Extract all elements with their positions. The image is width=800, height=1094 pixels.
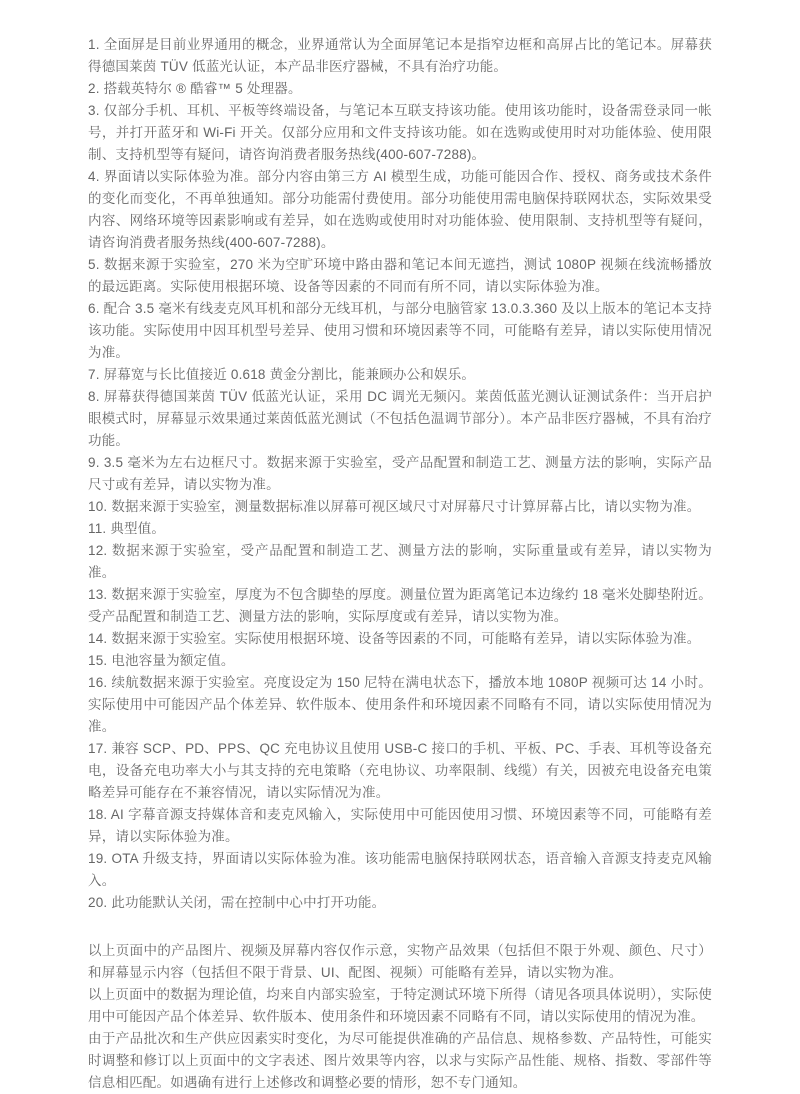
note-item-4: 4. 界面请以实际体验为准。部分内容由第三方 AI 模型生成，功能可能因合作、授权、商务或技术条件的变化而变化，不再单独通知。部分功能需付费使用。部分功能使用需电脑保持联网状态，实际效果受内容、网络环境等因素影响或有差异，如在选购或使用时对功能体验、使用限制、支持机型等有疑问，请咨询消费者服务热线(400-607-7288)。 [88,169,712,250]
note-item-2: 2. 搭载英特尔 ® 酷睿™ 5 处理器。 [88,81,302,96]
closing-paragraphs-section [88,940,712,1094]
note-item-14: 14. 数据来源于实验室。实际使用根据环境、设备等因素的不同，可能略有差异，请以实际体验为准。 [88,631,701,646]
numbered-notes-section [88,34,712,914]
note-item-19: 19. OTA 升级支持，界面请以实际体验为准。该功能需电脑保持联网状态，语音输入音源支持麦克风输入。 [88,851,712,888]
note-item-15: 15. 电池容量为额定值。 [88,653,235,668]
note-item-20: 20. 此功能默认关闭，需在控制中心中打开功能。 [88,895,386,910]
note-item-16: 16. 续航数据来源于实验室。亮度设定为 150 尼特在满电状态下，播放本地 1080P 视频可达 14 小时。实际使用中可能因产品个体差异、软件版本、使用条件和环境因素不同略有不同，请以实际使用情况为准。 [88,675,712,734]
note-item-1: 1. 全面屏是目前业界通用的概念，业界通常认为全面屏笔记本是指窄边框和高屏占比的笔记本。屏幕获得德国莱茵 TÜV 低蓝光认证，本产品非医疗器械，不具有治疗功能。 [88,37,712,74]
note-item-9: 9. 3.5 毫米为左右边框尺寸。数据来源于实验室，受产品配置和制造工艺、测量方法的影响，实际产品尺寸或有差异，请以实物为准。 [88,455,712,492]
note-item-13: 13. 数据来源于实验室，厚度为不包含脚垫的厚度。测量位置为距离笔记本边缘约 18 毫米处脚垫附近。受产品配置和制造工艺、测量方法的影响，实际厚度或有差异，请以实物为准。 [88,587,712,624]
note-item-18: 18. AI 字幕音源支持媒体音和麦克风输入，实际使用中可能因使用习惯、环境因素等不同，可能略有差异，请以实际体验为准。 [88,807,712,844]
note-item-6: 6. 配合 3.5 毫米有线麦克风耳机和部分无线耳机，与部分电脑管家 13.0.3.360 及以上版本的笔记本支持该功能。实际使用中因耳机型号差异、使用习惯和环境因素等不同，可能略有差异，请以实际使用情况为准。 [88,301,712,360]
note-item-5: 5. 数据来源于实验室，270 米为空旷环境中路由器和笔记本间无遮挡，测试 1080P 视频在线流畅播放的最远距离。实际使用根据环境、设备等因素的不同而有所不同，请以实际体验为准。 [88,257,712,294]
note-item-17: 17. 兼容 SCP、PD、PPS、QC 充电协议且使用 USB-C 接口的手机、平板、PC、手表、耳机等设备充电，设备充电功率大小与其支持的充电策略（充电协议、功率限制、线缆）有关，因被充电设备充电策略差异可能存在不兼容情况，请以实际情况为准。 [88,741,712,800]
note-item-3: 3. 仅部分手机、耳机、平板等终端设备，与笔记本互联支持该功能。使用该功能时，设备需登录同一帐号，并打开蓝牙和 Wi-Fi 开关。仅部分应用和文件支持该功能。如在选购或使用时对功能体验、使用限制、支持机型等有疑问，请咨询消费者服务热线(400-607-7288)。 [88,103,712,162]
note-item-8: 8. 屏幕获得德国莱茵 TÜV 低蓝光认证，采用 DC 调光无频闪。莱茵低蓝光测认证测试条件：当开启护眼模式时，屏幕显示效果通过莱茵低蓝光测试（不包括色温调节部分）。本产品非医疗器械，不具有治疗功能。 [88,389,712,448]
note-item-12: 12. 数据来源于实验室，受产品配置和制造工艺、测量方法的影响，实际重量或有差异，请以实物为准。 [88,543,712,580]
note-item-10: 10. 数据来源于实验室，测量数据标准以屏幕可视区域尺寸对屏幕尺寸计算屏幕占比，请以实物为准。 [88,499,701,514]
note-item-11: 11. 典型值。 [88,521,166,536]
closing-paragraph-2: 以上页面中的数据为理论值，均来自内部实验室，于特定测试环境下所得（请见各项具体说明），实际使用中可能因产品个体差异、软件版本、使用条件和环境因素不同略有不同，请以实际使用的情况为准。 [88,987,712,1024]
closing-paragraph-3: 由于产品批次和生产供应因素实时变化，为尽可能提供准确的产品信息、规格参数、产品特性，可能实时调整和修订以上页面中的文字表述、图片效果等内容，以求与实际产品性能、规格、指数、零部件等信息相匹配。如遇确有进行上述修改和调整必要的情形，恕不专门通知。 [88,1031,712,1090]
note-item-7: 7. 屏幕宽与长比值接近 0.618 黄金分割比，能兼顾办公和娱乐。 [88,367,476,382]
closing-paragraph-1: 以上页面中的产品图片、视频及屏幕内容仅作示意，实物产品效果（包括但不限于外观、颜色、尺寸）和屏幕显示内容（包括但不限于背景、UI、配图、视频）可能略有差异，请以实物为准。 [88,943,712,980]
